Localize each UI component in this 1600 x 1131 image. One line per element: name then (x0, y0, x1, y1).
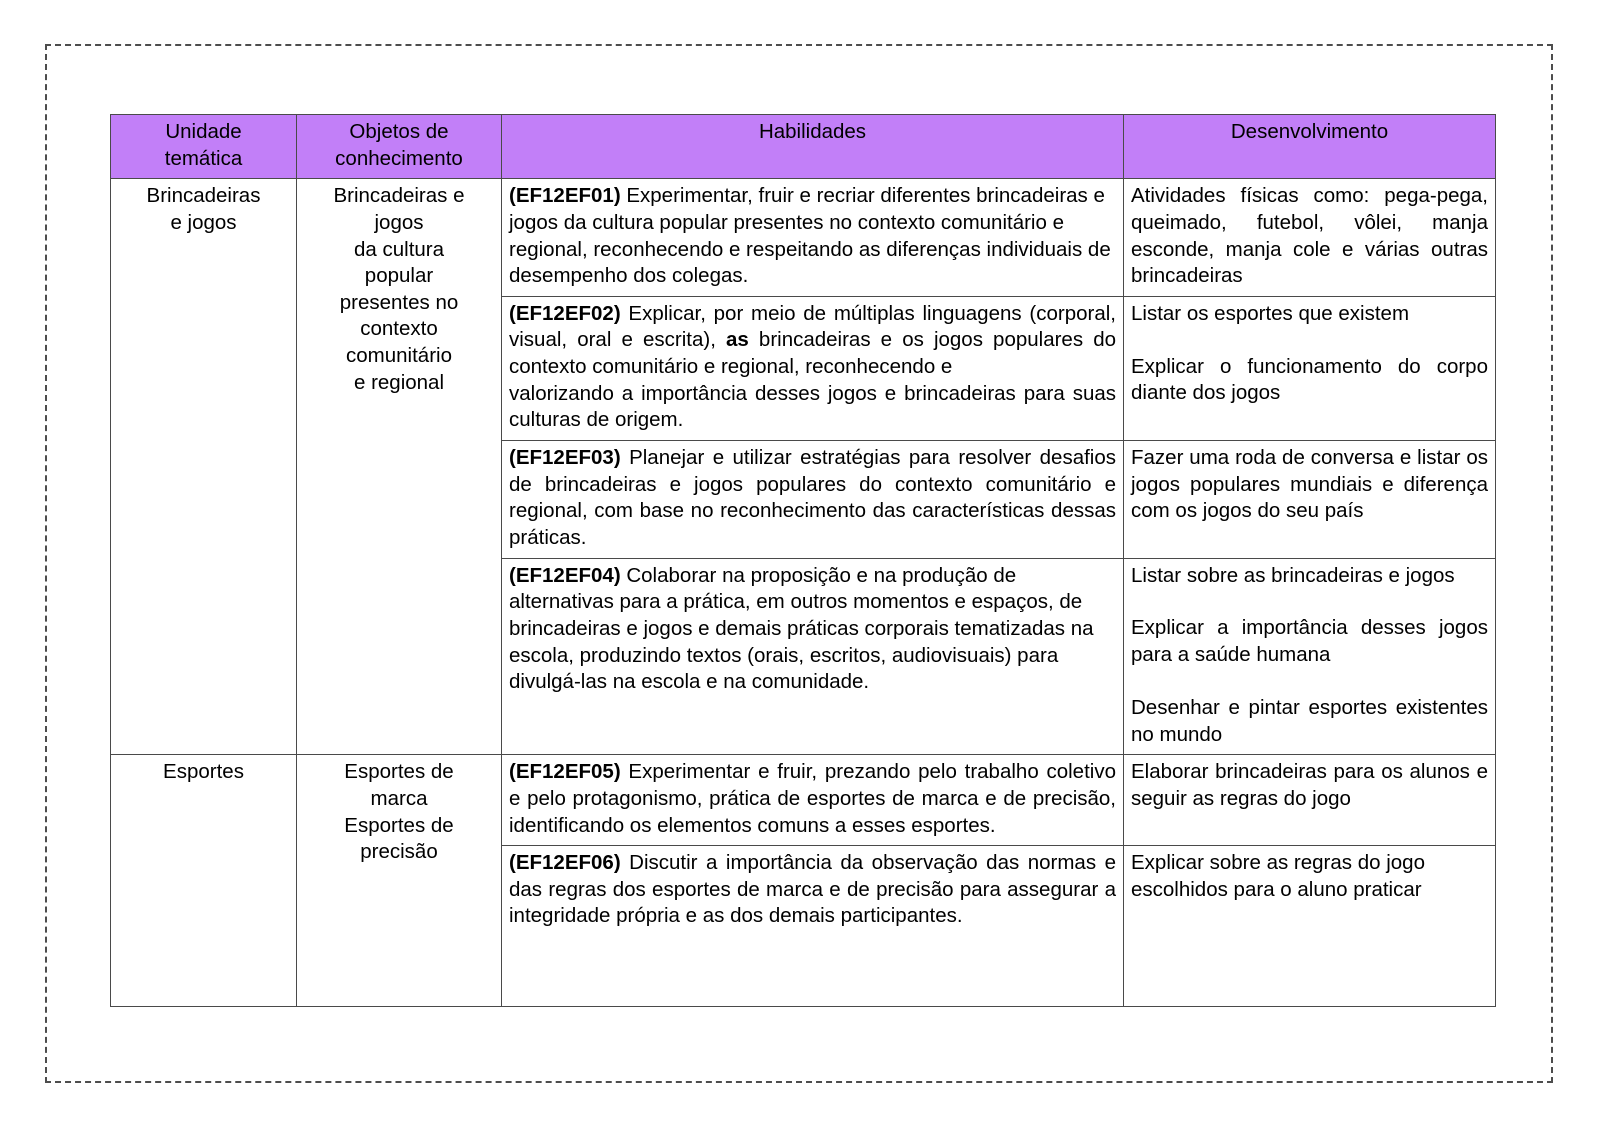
objeto-line-0-0: Brincadeiras e (333, 184, 465, 208)
skill-code-ef12ef06: (EF12EF06) (509, 851, 621, 875)
unidade-line-0-0: Brincadeiras (146, 184, 261, 208)
skill-text-ef12ef03: Planejar e utilizar estratégias para resolver desafios de brincadeiras e jogos populares do contexto comunitário e regional, com base no reconhecimento das características dessas práticas. (509, 446, 1116, 549)
objeto-line-0-7: e regional (353, 370, 445, 394)
cell-desenvolvimento-ef12ef05 (1124, 755, 1496, 846)
dev-paragraph: Explicar sobre as regras do jogo escolhidos para o aluno praticar (1131, 851, 1425, 901)
objeto-line-0-6: comunitário (346, 344, 452, 368)
skill-code-ef12ef04: (EF12EF04) (509, 563, 621, 587)
skill-code-ef12ef02: (EF12EF02) (509, 301, 621, 325)
table-body (111, 179, 1496, 1007)
header-unidade-tematica (111, 115, 297, 179)
dev-paragraph: Fazer uma roda de conversa e listar os jogos populares mundiais e diferença com os jogos do seu país (1131, 446, 1488, 523)
dev-paragraph: Explicar a importância desses jogos para a saúde humana (1131, 616, 1488, 667)
page-frame (45, 44, 1553, 1083)
skill-code-ef12ef03: (EF12EF03) (509, 446, 621, 470)
cell-objetos-conhecimento-0 (297, 179, 502, 755)
objeto-line-0-3: popular (364, 264, 434, 288)
table-header (111, 115, 1496, 179)
skill-text-ef12ef06: Discutir a importância da observação das normas e das regras dos esportes de marca e de precisão para assegurar a integridade própria e as dos demais participantes. (509, 851, 1116, 928)
objeto-line-1-3: precisão (360, 840, 438, 864)
curriculum-table-wrapper (110, 114, 1495, 1007)
header-unidade-line1: Unidade (165, 120, 242, 143)
objeto-line-0-4: presentes no (339, 290, 459, 314)
header-objetos-conhecimento (297, 115, 502, 179)
header-habilidades: Habilidades (502, 115, 1124, 179)
cell-desenvolvimento-ef12ef02 (1124, 296, 1496, 440)
unidade-line-0-1: e jogos (170, 210, 237, 234)
unidade-line-1-0: Esportes (163, 760, 244, 784)
table-row (111, 179, 1496, 297)
objeto-line-0-5: contexto (360, 317, 438, 341)
table-row (111, 755, 1496, 846)
dev-paragraph: Atividades físicas como: pega-pega, queimado, futebol, vôlei, manja esconde, manja cole e várias outras brincadeiras (1131, 184, 1488, 288)
cell-habilidade-ef12ef03 (502, 441, 1124, 559)
dev-paragraph: Listar os esportes que existem (1131, 301, 1410, 325)
header-unidade-line2: temática (164, 146, 243, 170)
objeto-line-0-1: jogos (374, 210, 424, 234)
skill-text-ef12ef02-emphasis: as (726, 328, 749, 352)
dev-paragraph: Desenhar e pintar esportes existentes no mundo (1131, 696, 1488, 746)
skill-text-ef12ef02-part3: valorizando a importância desses jogos e brincadeiras para suas culturas de origem. (509, 381, 1116, 432)
cell-desenvolvimento-ef12ef01 (1124, 179, 1496, 297)
skill-text-ef12ef02-part1: Explicar, por meio de múltiplas linguagens (corporal, visual, oral e escrita), (509, 301, 1116, 352)
skill-code-ef12ef05: (EF12EF05) (509, 760, 621, 784)
skill-text-ef12ef01: Experimentar, fruir e recriar diferentes brincadeiras e jogos da cultura popular presentes no contexto comunitário e regional, reconhecendo e respeitando as diferenças individuais de desempenho dos colegas. (509, 184, 1111, 288)
objeto-line-1-2: Esportes de (344, 813, 454, 837)
cell-unidade-tematica-0 (111, 179, 297, 755)
header-row (111, 115, 1496, 179)
dev-paragraph: Elaborar brincadeiras para os alunos e seguir as regras do jogo (1131, 760, 1488, 810)
cell-objetos-conhecimento-1 (297, 755, 502, 1007)
cell-unidade-tematica-1 (111, 755, 297, 1007)
cell-desenvolvimento-ef12ef04 (1124, 558, 1496, 755)
cell-habilidade-ef12ef05 (502, 755, 1124, 846)
cell-desenvolvimento-ef12ef06 (1124, 846, 1496, 1007)
objeto-line-1-1: marca (370, 786, 428, 810)
objeto-line-1-0: Esportes de (344, 760, 454, 784)
cell-habilidade-ef12ef02 (502, 296, 1124, 440)
curriculum-table (110, 114, 1496, 1007)
dev-paragraph: Explicar o funcionamento do corpo diante dos jogos (1131, 354, 1488, 405)
cell-desenvolvimento-ef12ef03 (1124, 441, 1496, 559)
objeto-line-0-2: da cultura (353, 237, 445, 261)
skill-text-ef12ef05: Experimentar e fruir, prezando pelo trabalho coletivo e pelo protagonismo, prática de esportes de marca e de precisão, identificando os elementos comuns a esses esportes. (509, 760, 1116, 837)
dev-paragraph: Listar sobre as brincadeiras e jogos (1131, 563, 1455, 587)
skill-text-ef12ef02-part2: brincadeiras e os jogos populares do contexto comunitário e regional, reconhecendo e (509, 328, 1116, 379)
cell-habilidade-ef12ef06 (502, 846, 1124, 1007)
skill-text-ef12ef04: Colaborar na proposição e na produção de alternativas para a prática, em outros momentos e espaços, de brincadeiras e jogos e demais práticas corporais tematizadas na escola, produzindo textos (orais, escritos, audiovisuais) para divulgá-las na escola e na comunidade. (509, 563, 1094, 694)
cell-habilidade-ef12ef01 (502, 179, 1124, 297)
cell-habilidade-ef12ef04 (502, 558, 1124, 755)
header-objetos-line1: Objetos de (349, 120, 449, 143)
header-objetos-line2: conhecimento (335, 146, 463, 170)
skill-code-ef12ef01: (EF12EF01) (509, 184, 621, 208)
header-desenvolvimento: Desenvolvimento (1124, 115, 1496, 179)
